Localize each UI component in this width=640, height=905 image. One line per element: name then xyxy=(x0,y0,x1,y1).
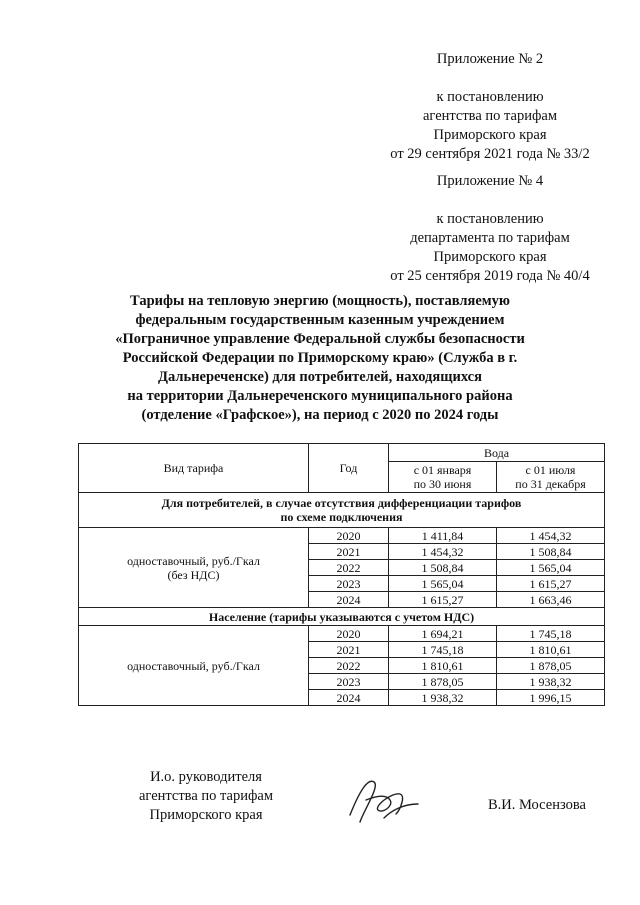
title-line: «Пограничное управление Федеральной службы безопасности xyxy=(115,331,525,347)
year-cell: 2021 xyxy=(309,642,389,658)
section-row xyxy=(79,493,605,528)
header-period-1: с 01 января по 30 июня xyxy=(389,462,497,493)
annex-line: от 29 сентября 2021 года № 33/2 xyxy=(390,146,590,162)
annex-current xyxy=(360,50,620,164)
value-period-1: 1 938,32 xyxy=(389,690,497,706)
year-cell: 2020 xyxy=(309,528,389,544)
document-title xyxy=(70,292,570,425)
year-cell: 2022 xyxy=(309,560,389,576)
header-year: Год xyxy=(309,444,389,493)
year-cell: 2020 xyxy=(309,626,389,642)
title-line: (отделение «Графское»), на период с 2020 по 2024 годы xyxy=(141,407,499,423)
section-row xyxy=(79,608,605,626)
annex-line: Приморского края xyxy=(433,127,547,143)
value-period-2: 1 745,18 xyxy=(497,626,605,642)
signatory-position xyxy=(96,768,316,825)
value-period-2: 1 454,32 xyxy=(497,528,605,544)
title-line: на территории Дальнереченского муниципального района xyxy=(127,388,513,404)
value-period-2: 1 810,61 xyxy=(497,642,605,658)
value-period-1: 1 878,05 xyxy=(389,674,497,690)
value-period-1: 1 565,04 xyxy=(389,576,497,592)
year-cell: 2024 xyxy=(309,690,389,706)
value-period-1: 1 411,84 xyxy=(389,528,497,544)
position-line: Приморского края xyxy=(149,807,263,823)
annex-number: Приложение № 4 xyxy=(436,173,544,189)
year-cell: 2022 xyxy=(309,658,389,674)
tariff-type-label: одноставочный, руб./Гкал xyxy=(79,626,309,706)
position-line: И.о. руководителя xyxy=(150,769,262,785)
value-period-2: 1 996,15 xyxy=(497,690,605,706)
annex-line: к постановлению xyxy=(436,89,544,105)
value-period-2: 1 663,46 xyxy=(497,592,605,608)
title-line: федеральным государственным казенным учреждением xyxy=(135,312,505,328)
title-line: Тарифы на тепловую энергию (мощность), поставляемую xyxy=(130,293,510,309)
header-group: Вода xyxy=(389,444,605,462)
value-period-1: 1 615,27 xyxy=(389,592,497,608)
value-period-2: 1 878,05 xyxy=(497,658,605,674)
annex-line: Приморского края xyxy=(433,249,547,265)
header-row xyxy=(79,444,605,462)
position-line: агентства по тарифам xyxy=(139,788,273,804)
title-line: Российской Федерации по Приморскому краю» (Служба в г. xyxy=(122,350,518,366)
annex-line: к постановлению xyxy=(436,211,544,227)
year-cell: 2023 xyxy=(309,674,389,690)
section-heading: Для потребителей, в случае отсутствия дифференциации тарифов по схеме подключения xyxy=(79,493,605,528)
title-line: Дальнереченске) для потребителей, находящихся xyxy=(158,369,482,385)
value-period-1: 1 694,21 xyxy=(389,626,497,642)
annex-line: департамента по тарифам xyxy=(410,230,570,246)
year-cell: 2021 xyxy=(309,544,389,560)
tariff-table xyxy=(78,443,605,706)
table-row xyxy=(79,626,605,642)
annex-line: агентства по тарифам xyxy=(423,108,557,124)
signer-name: В.И. Мосензова xyxy=(488,797,586,813)
tariff-type-label: одноставочный, руб./Гкал (без НДС) xyxy=(79,528,309,608)
value-period-1: 1 745,18 xyxy=(389,642,497,658)
year-cell: 2023 xyxy=(309,576,389,592)
value-period-1: 1 810,61 xyxy=(389,658,497,674)
value-period-2: 1 565,04 xyxy=(497,560,605,576)
value-period-1: 1 508,84 xyxy=(389,560,497,576)
value-period-2: 1 508,84 xyxy=(497,544,605,560)
value-period-2: 1 615,27 xyxy=(497,576,605,592)
handwritten-signature xyxy=(330,770,430,830)
annex-line: от 25 сентября 2019 года № 40/4 xyxy=(390,268,590,284)
table-row xyxy=(79,528,605,544)
header-tariff-type: Вид тарифа xyxy=(79,444,309,493)
annex-number: Приложение № 2 xyxy=(436,51,544,67)
value-period-1: 1 454,32 xyxy=(389,544,497,560)
header-period-2: с 01 июля по 31 декабря xyxy=(497,462,605,493)
year-cell: 2024 xyxy=(309,592,389,608)
annex-original xyxy=(360,172,620,286)
section-heading: Население (тарифы указываются с учетом НДС) xyxy=(79,608,605,626)
value-period-2: 1 938,32 xyxy=(497,674,605,690)
